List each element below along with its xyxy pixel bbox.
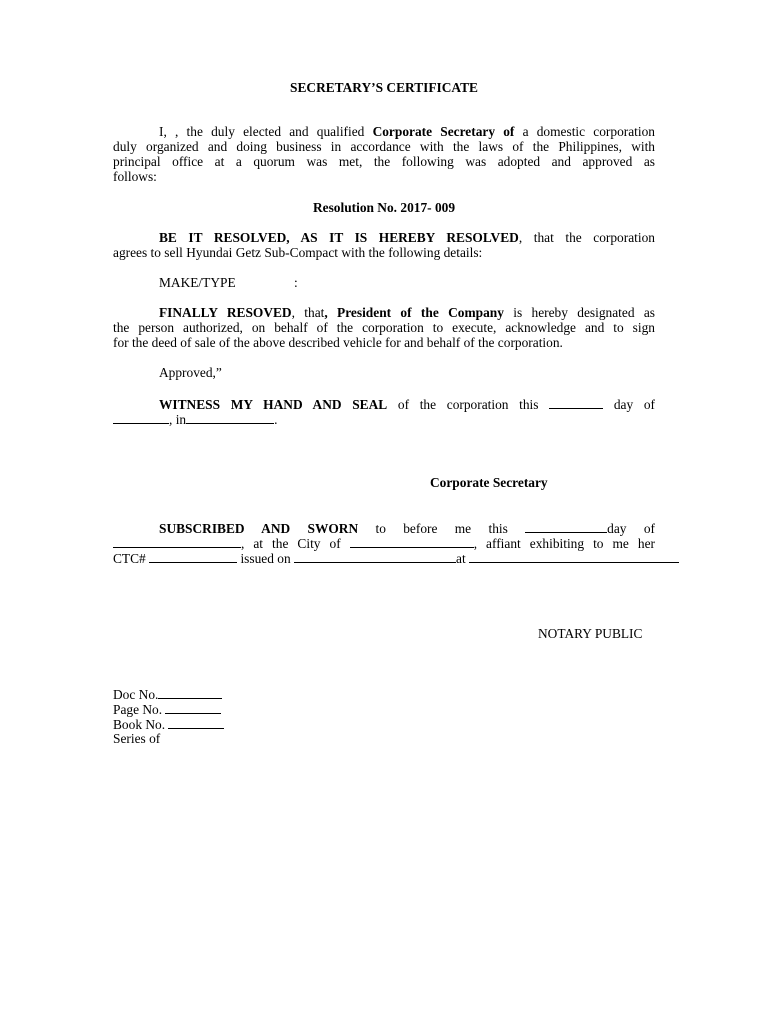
notary-public: NOTARY PUBLIC — [538, 626, 643, 641]
subscribed-month-blank — [113, 535, 241, 548]
intro-line-3: principal office at a quorum was met, the following was adopted and approved as — [113, 154, 655, 169]
doc-no-blank — [158, 686, 222, 699]
issued-on-blank — [294, 550, 456, 563]
witness-line-2 — [113, 411, 277, 427]
certificate-title: SECRETARY’S CERTIFICATE — [290, 80, 478, 95]
book-no-label: Book No. — [113, 717, 169, 732]
subscribed-line-1 — [159, 520, 655, 536]
witness-day-blank — [549, 396, 603, 409]
witness-period: . — [274, 412, 278, 427]
page-no-blank — [165, 701, 221, 714]
approved-text: Approved,” — [159, 365, 222, 380]
subscribed-day-blank — [525, 520, 607, 533]
make-type-label: MAKE/TYPE — [159, 275, 236, 290]
finally-line-2: the person authorized, on behalf of the corporation to execute, acknowledge and to sign — [113, 320, 655, 335]
page-no-label: Page No. — [113, 702, 166, 717]
page-no — [113, 701, 221, 717]
book-no-blank — [168, 716, 224, 729]
resolution-title: Resolution No. 2017- 009 — [312, 200, 456, 215]
subscribed-city-text: , at the City of — [241, 536, 350, 551]
resolved-text: , that the corporation — [518, 230, 655, 245]
intro-bold: Corporate Secretary of — [372, 124, 515, 139]
intro-line-1 — [159, 124, 655, 139]
book-no — [113, 716, 224, 732]
series-of: Series of — [113, 731, 161, 746]
witness-in: , in — [169, 412, 187, 427]
finally-text: is hereby designated as — [503, 305, 656, 320]
finally-line-3: for the deed of sale of the above described vehicle for and behalf of the corporation. — [113, 335, 563, 350]
doc-no-label: Doc No. — [113, 687, 159, 702]
subscribed-day-of: day of — [607, 521, 656, 536]
intro-text: I, , the duly elected and qualified — [159, 124, 373, 139]
intro-line-4: follows: — [113, 169, 157, 184]
subscribed-affiant-text: , affiant exhibiting to me her — [473, 536, 655, 551]
resolved-line-1 — [159, 230, 655, 245]
ctc-label: CTC# — [113, 551, 150, 566]
subscribed-line-2 — [113, 535, 655, 551]
subscribed-bold: SUBSCRIBED AND SWORN — [159, 521, 359, 536]
witness-place-blank — [186, 411, 274, 424]
at-blank — [469, 550, 679, 563]
subscribed-line-3 — [113, 550, 679, 566]
finally-line-1 — [159, 305, 655, 320]
resolved-line-2: agrees to sell Hyundai Getz Sub-Compact with the following details: — [113, 245, 483, 260]
finally-bold: FINALLY RESOVED — [159, 305, 292, 320]
finally-president: , President of the Company — [324, 305, 504, 320]
witness-text: of the corporation this — [387, 397, 550, 412]
corporate-secretary-signature: Corporate Secretary — [430, 475, 548, 490]
subscribed-city-blank — [350, 535, 474, 548]
intro-line-2: duly organized and doing business in accordance with the laws of the Philippines, with — [113, 139, 655, 154]
issued-on-text: issued on — [237, 551, 295, 566]
finally-that: , that — [291, 305, 325, 320]
witness-line-1 — [159, 396, 655, 412]
ctc-blank — [149, 550, 237, 563]
intro-text-end: a domestic corporation — [514, 124, 655, 139]
doc-no — [113, 686, 222, 702]
subscribed-text: to before me this — [358, 521, 526, 536]
witness-bold: WITNESS MY HAND AND SEAL — [159, 397, 388, 412]
witness-month-blank — [113, 411, 169, 424]
at-text: at — [456, 551, 470, 566]
witness-day-of: day of — [603, 397, 656, 412]
make-type-colon: : — [294, 275, 298, 290]
resolved-bold: BE IT RESOLVED, AS IT IS HEREBY RESOLVED — [159, 230, 519, 245]
